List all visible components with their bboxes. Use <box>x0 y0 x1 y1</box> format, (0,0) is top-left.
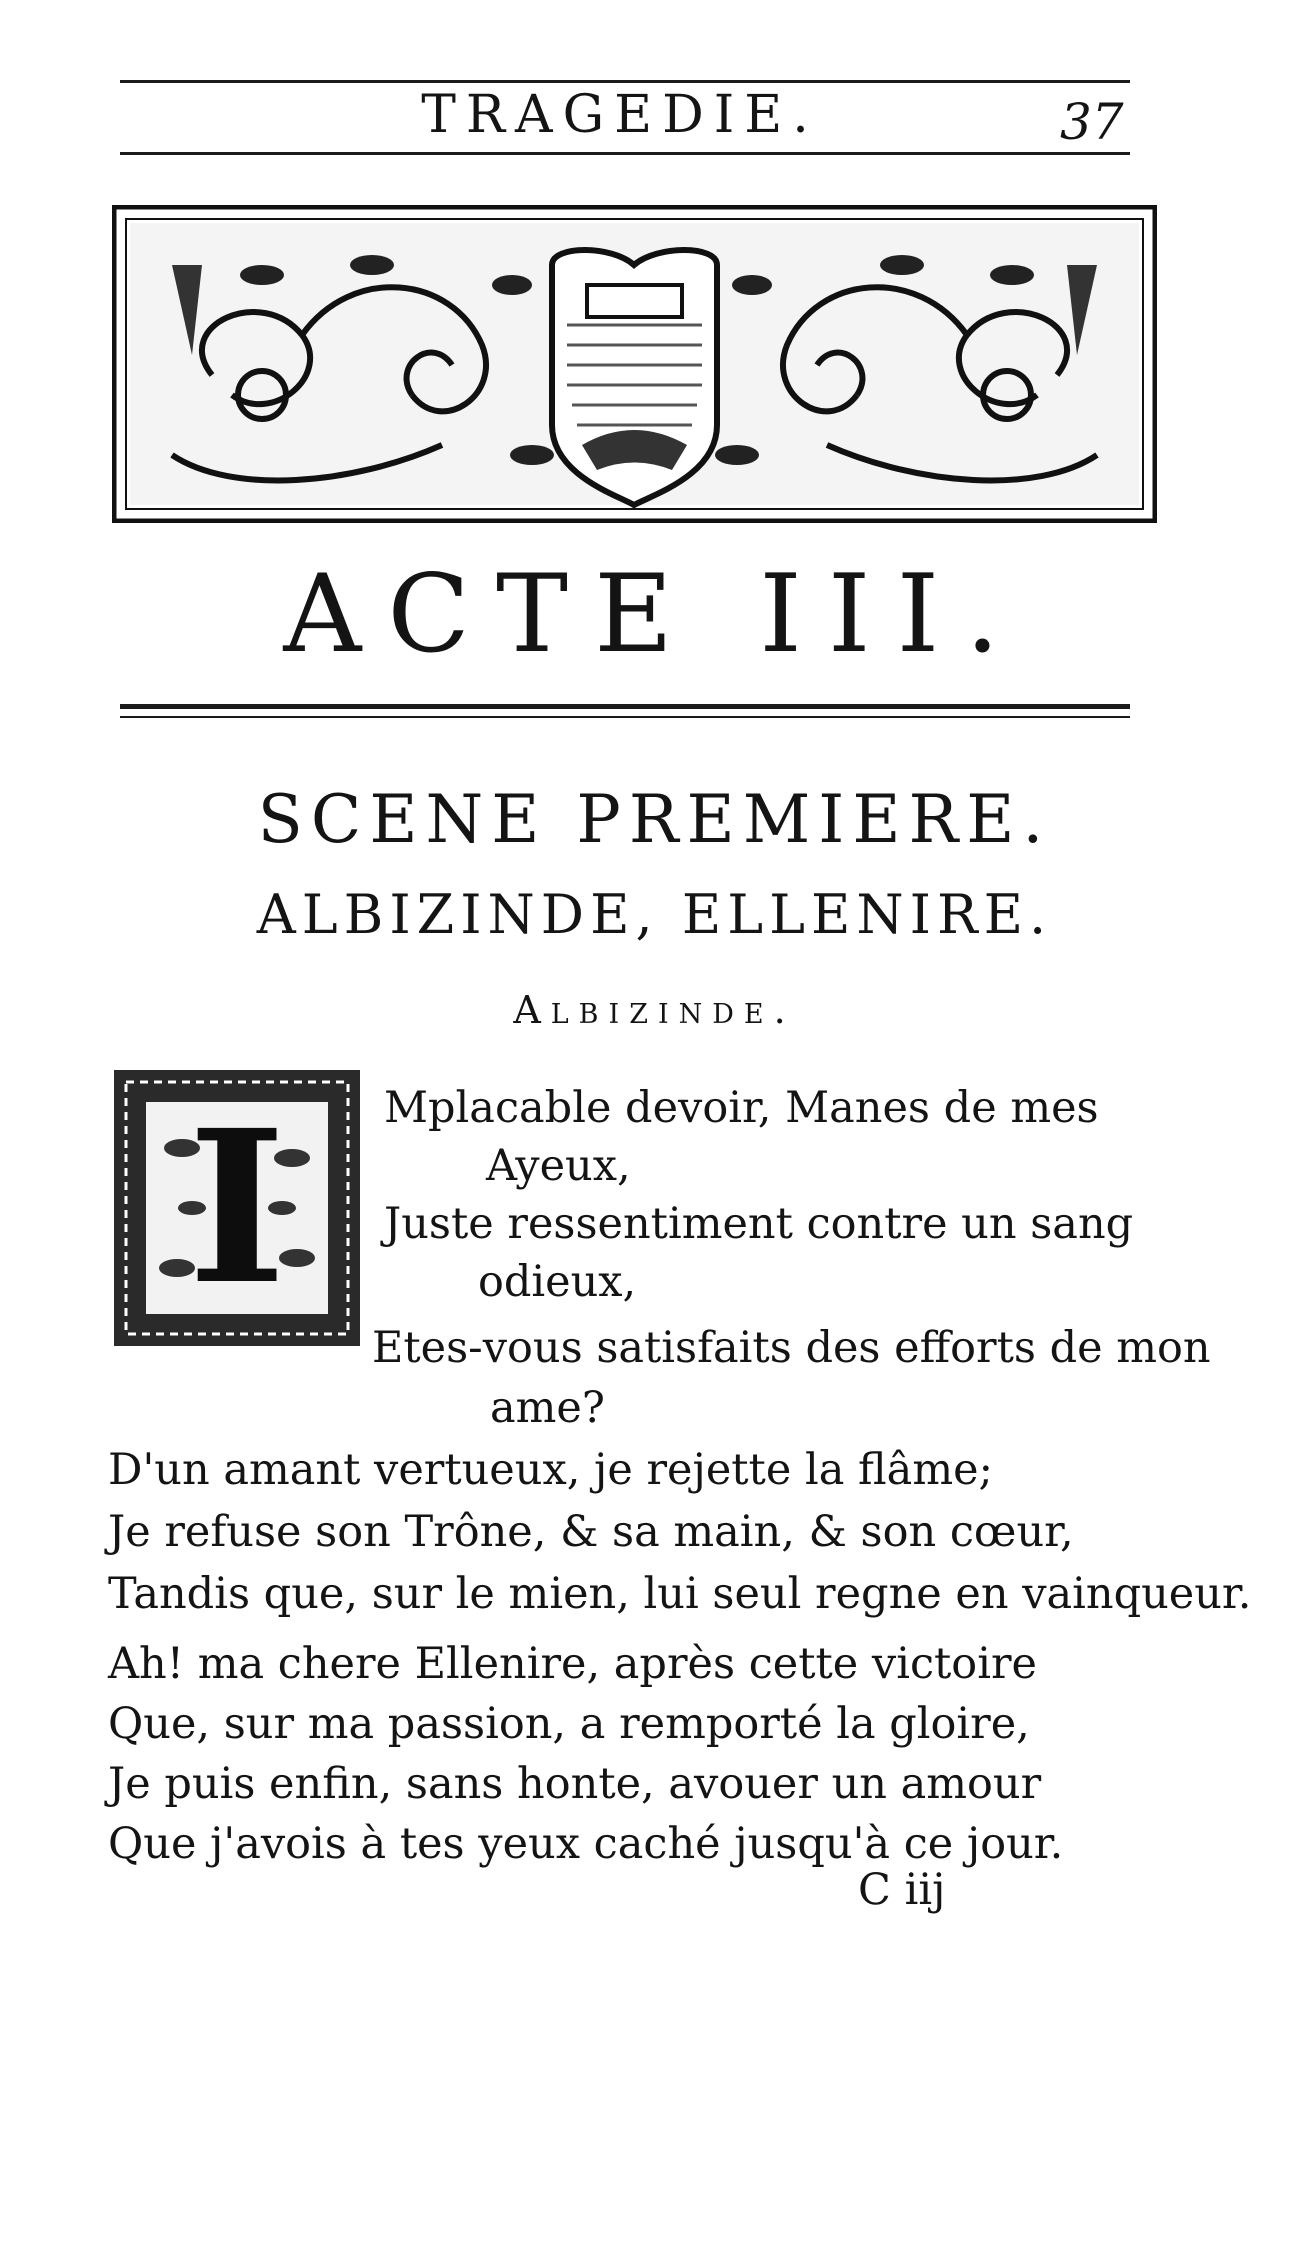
act-title: ACTE III. <box>283 552 1026 677</box>
scene-characters: ALBIZINDE, ELLENIRE. <box>256 883 1053 946</box>
verse-line: ame? <box>490 1383 605 1433</box>
headpiece-ornament <box>112 205 1157 523</box>
drop-cap-letter: I <box>187 1084 287 1331</box>
verse-line: Juste ressentiment contre un sang <box>384 1199 1134 1249</box>
speaker-name: Albizinde. <box>513 988 796 1032</box>
verse-line: Que, sur ma passion, a remporté la gloire, <box>108 1699 1030 1749</box>
act-rule-top <box>120 704 1130 709</box>
verse-line: Ah! ma chere Ellenire, après cette victoire <box>108 1639 1037 1689</box>
header-bottom-rule <box>120 152 1130 155</box>
running-title: TRAGEDIE. <box>421 85 819 145</box>
verse-line: D'un amant vertueux, je rejette la flâme; <box>108 1445 994 1495</box>
verse-line: Mplacable devoir, Manes de mes <box>384 1083 1099 1133</box>
verse-line: Je refuse son Trône, & sa main, & son cœur, <box>108 1507 1074 1557</box>
verse-line: Etes-vous satisfaits des efforts de mon <box>372 1323 1211 1373</box>
verse-line: Que j'avois à tes yeux caché jusqu'à ce jour. <box>108 1819 1064 1869</box>
scene-title: SCENE PREMIERE. <box>257 781 1052 858</box>
verse-line: Tandis que, sur le mien, lui seul regne en vainqueur. <box>108 1569 1252 1619</box>
header-top-rule <box>120 80 1130 83</box>
verse-line: Je puis enfin, sans honte, avouer un amour <box>108 1759 1042 1809</box>
page-number: 37 <box>1060 93 1124 151</box>
act-rule-bottom <box>120 716 1130 718</box>
drop-cap-ornament <box>112 1068 362 1348</box>
verse-line: odieux, <box>478 1257 637 1307</box>
verse-line: Ayeux, <box>486 1141 631 1191</box>
signature-mark: C iij <box>858 1865 946 1915</box>
